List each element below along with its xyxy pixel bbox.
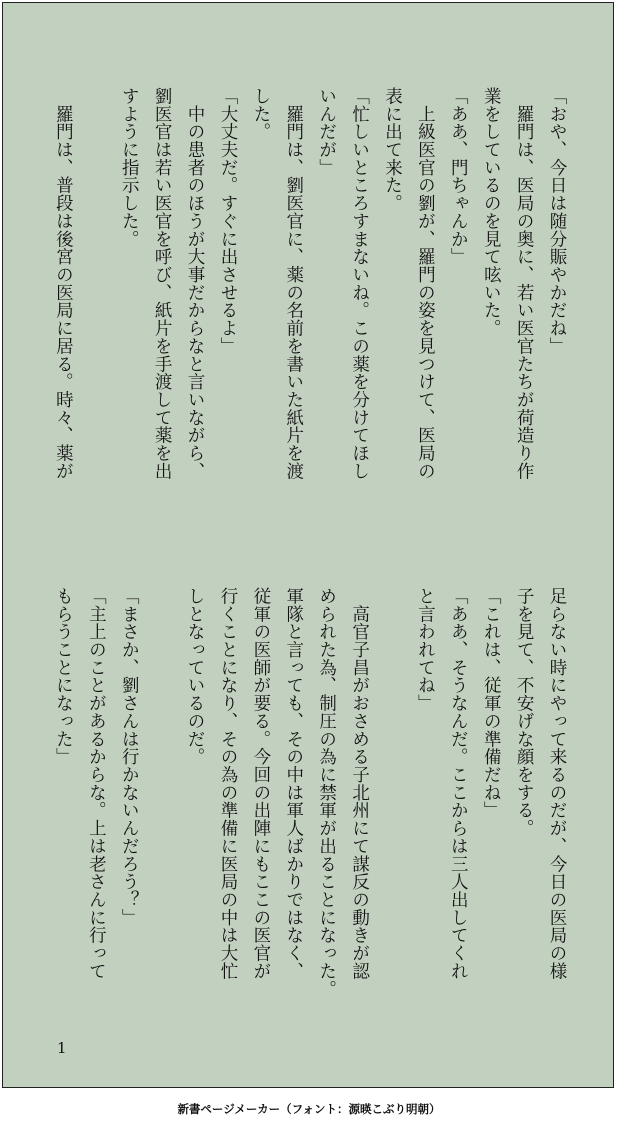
- text-line: 「主上のことがあるからな。上は老さんに行って: [86, 587, 107, 980]
- text-line: [376, 587, 409, 998]
- text-line: 従軍の医師が要る。今回の出陣にもここの医官が: [250, 587, 271, 980]
- text-line: 中の患者のほうが大事だからなと言いながら、: [185, 87, 206, 480]
- lower-text-column: [47, 587, 574, 998]
- text-line: められた為、制圧の為に禁軍が出ることになった。: [316, 587, 337, 998]
- text-line: 「おや、今日は随分賑やかだね」: [547, 87, 567, 355]
- footer-caption: 新書ページメーカー（フォント：源暎こぶり明朝）: [177, 1102, 441, 1116]
- text-line: 子を見て、不安げな顔をする。: [514, 587, 535, 838]
- text-line: 羅門は、医局の奥に、若い医官たちが荷造り作: [514, 87, 535, 480]
- text-line: もらうことになった」: [53, 587, 74, 766]
- text-line: と言われてね」: [415, 587, 436, 713]
- page-number: 1: [57, 1039, 67, 1057]
- text-line: 「ああ、門ちゃんか」: [448, 87, 469, 266]
- text-line: 「まさか、劉さんは行かないんだろう？」: [119, 587, 140, 927]
- text-line: 行くことになり、その為の準備に医局の中は大忙: [217, 587, 238, 980]
- text-line: 上級医官の劉が、羅門の姿を見つけて、医局の: [415, 87, 436, 480]
- text-line: 羅門は、普段は後宮の医局に居る。時々、薬が: [53, 87, 74, 480]
- text-line: 表に出て来た。: [382, 87, 403, 213]
- text-line: 劉医官は若い医官を呼び、紙片を手渡して薬を出: [152, 87, 173, 480]
- book-page: [2, 2, 614, 1088]
- text-line: 軍隊と言っても、その中は軍人ばかりではなく、: [283, 587, 304, 980]
- text-line: 足らない時にやって来るのだが、今日の医局の様: [547, 587, 567, 980]
- text-line: 「大丈夫だ。すぐに出させるよ」: [217, 87, 238, 355]
- text-line: [145, 587, 178, 998]
- text-line: しとなっているのだ。: [185, 587, 206, 766]
- text-line: 「ああ、そうなんだ。ここからは三人出してくれ: [448, 587, 469, 980]
- text-line: いんだが」: [316, 87, 337, 177]
- upper-text-column: [47, 87, 574, 480]
- text-line: 「忙しいところすまないね。この薬を分けてほし: [349, 87, 370, 480]
- text-line: 羅門は、劉医官に、薬の名前を書いた紙片を渡: [283, 87, 304, 480]
- text-line: 高官子昌がおさめる子北州にて謀反の動きが認: [349, 587, 370, 980]
- text-line: すように指示した。: [119, 87, 140, 248]
- text-line: 「これは、従軍の準備だね」: [481, 587, 502, 820]
- text-line: 業をしているのを見て呟いた。: [481, 87, 502, 338]
- text-line: [79, 87, 112, 480]
- text-line: した。: [250, 87, 271, 141]
